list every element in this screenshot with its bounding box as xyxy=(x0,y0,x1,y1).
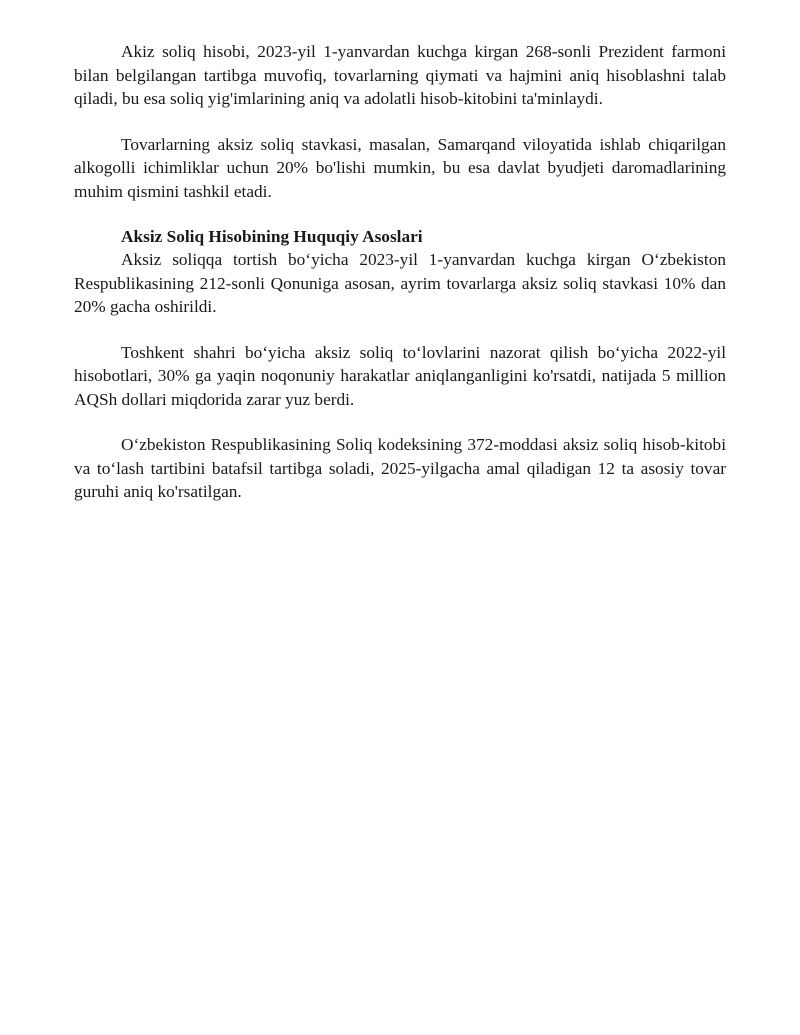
document-page xyxy=(74,40,726,526)
section-heading: Aksiz Soliq Hisobining Huquqiy Asoslari xyxy=(121,227,423,246)
paragraph-section-1: Aksiz soliqqa tortish bo‘yicha 2023-yil 1-yanvardan kuchga kirgan O‘zbekiston Respublikasining 212-sonli Qonuniga asosan, ayrim tovarlarga aksiz soliq stavkasi 10% dan 20% gacha oshirildi. xyxy=(74,250,726,316)
paragraph-section-3: O‘zbekiston Respublikasining Soliq kodeksining 372-moddasi aksiz soliq hisob-kitobi va to‘lash tartibini batafsil tartibga soladi, 2025-yilgacha amal qiladigan 12 ta asosiy tovar guruhi aniq ko'rsatilgan. xyxy=(74,435,726,501)
paragraph-intro-1: Akiz soliq hisobi, 2023-yil 1-yanvardan kuchga kirgan 268-sonli Prezident farmoni bilan belgilangan tartibga muvofiq, tovarlarning qiymati va hajmini aniq hisoblashni talab qiladi, bu esa soliq yig'imlarining aniq va adolatli hisob-kitobini ta'minlaydi. xyxy=(74,42,726,108)
paragraph-section-2: Toshkent shahri bo‘yicha aksiz soliq to‘lovlarini nazorat qilish bo‘yicha 2022-yil hisobotlari, 30% ga yaqin noqonuniy harakatlar aniqlanganligini ko'rsatdi, natijada 5 million AQSh dollari miqdorida zarar yuz berdi. xyxy=(74,342,726,409)
paragraph-intro-2: Tovarlarning aksiz soliq stavkasi, masalan, Samarqand viloyatida ishlab chiqarilgan alkogolli ichimliklar uchun 20% bo'lishi mumkin, bu esa davlat byudjeti daromadlarining muhim qismini tashkil etadi. xyxy=(74,134,726,201)
